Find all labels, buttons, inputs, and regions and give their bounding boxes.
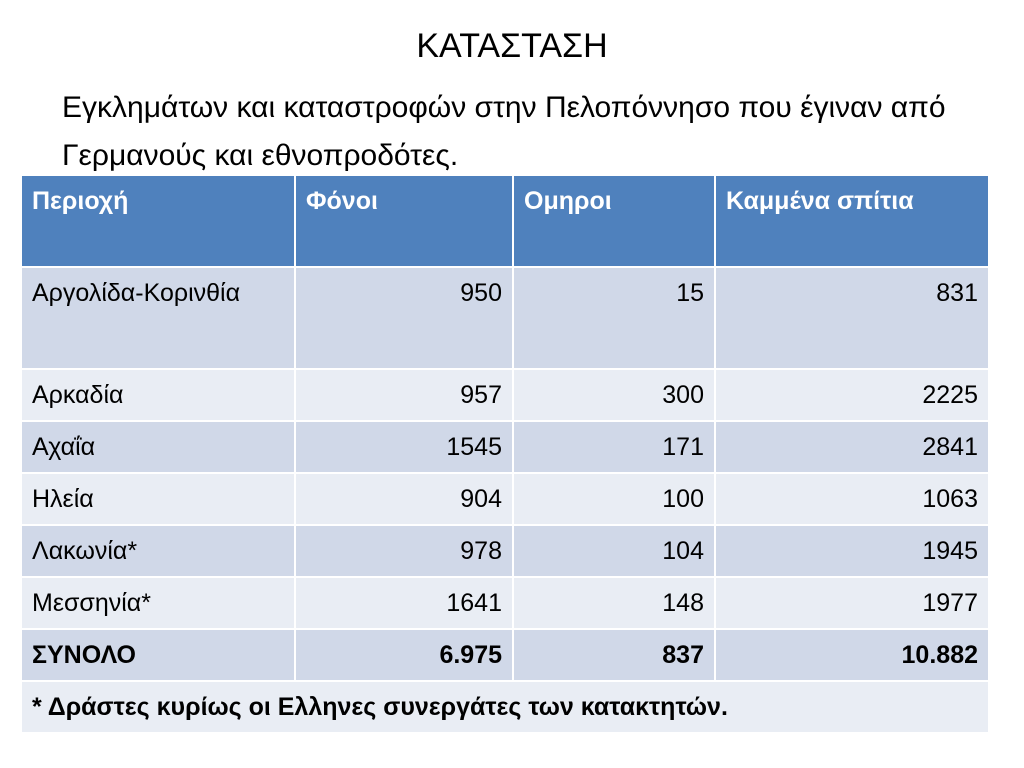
cell-total-murders: 6.975 (295, 629, 513, 681)
cell-region: Αργολίδα-Κορινθία (21, 267, 295, 369)
cell-burned-houses: 831 (715, 267, 989, 369)
table-row (21, 525, 989, 577)
cell-hostages: 300 (513, 369, 715, 421)
cell-murders: 904 (295, 473, 513, 525)
table-row (21, 473, 989, 525)
cell-burned-houses: 2225 (715, 369, 989, 421)
slide-title: ΚΑΤΑΣΤΑΣΗ (416, 27, 608, 65)
header-hostages: Ομηροι (513, 175, 715, 267)
cell-total-hostages: 837 (513, 629, 715, 681)
cell-murders: 950 (295, 267, 513, 369)
cell-total-label: ΣΥΝΟΛΟ (21, 629, 295, 681)
table-footnote-row (21, 681, 989, 733)
table-row (21, 577, 989, 629)
cell-hostages: 100 (513, 473, 715, 525)
cell-hostages: 148 (513, 577, 715, 629)
header-burned-houses: Καμμένα σπίτια (715, 175, 989, 267)
header-murders: Φόνοι (295, 175, 513, 267)
header-region: Περιοχή (21, 175, 295, 267)
cell-murders: 1641 (295, 577, 513, 629)
cell-burned-houses: 1063 (715, 473, 989, 525)
cell-region: Ηλεία (21, 473, 295, 525)
slide-subtitle: Εγκλημάτων και καταστροφών στην Πελοπόννησο που έγιναν από Γερμανούς και εθνοπροδότες. (62, 91, 946, 172)
cell-region: Λακωνία* (21, 525, 295, 577)
table-row (21, 369, 989, 421)
cell-region: Μεσσηνία* (21, 577, 295, 629)
table-row (21, 421, 989, 473)
cell-total-burned-houses: 10.882 (715, 629, 989, 681)
casualties-table (20, 174, 990, 734)
table-header-row (21, 175, 989, 267)
cell-burned-houses: 2841 (715, 421, 989, 473)
cell-murders: 1545 (295, 421, 513, 473)
table-row (21, 267, 989, 369)
cell-murders: 978 (295, 525, 513, 577)
cell-burned-houses: 1945 (715, 525, 989, 577)
cell-region: Αρκαδία (21, 369, 295, 421)
table-footnote: * Δράστες κυρίως οι Ελληνες συνεργάτες των κατακτητών. (21, 681, 989, 733)
cell-burned-houses: 1977 (715, 577, 989, 629)
cell-hostages: 104 (513, 525, 715, 577)
table-total-row (21, 629, 989, 681)
cell-murders: 957 (295, 369, 513, 421)
cell-hostages: 171 (513, 421, 715, 473)
cell-region: Αχαΐα (21, 421, 295, 473)
cell-hostages: 15 (513, 267, 715, 369)
